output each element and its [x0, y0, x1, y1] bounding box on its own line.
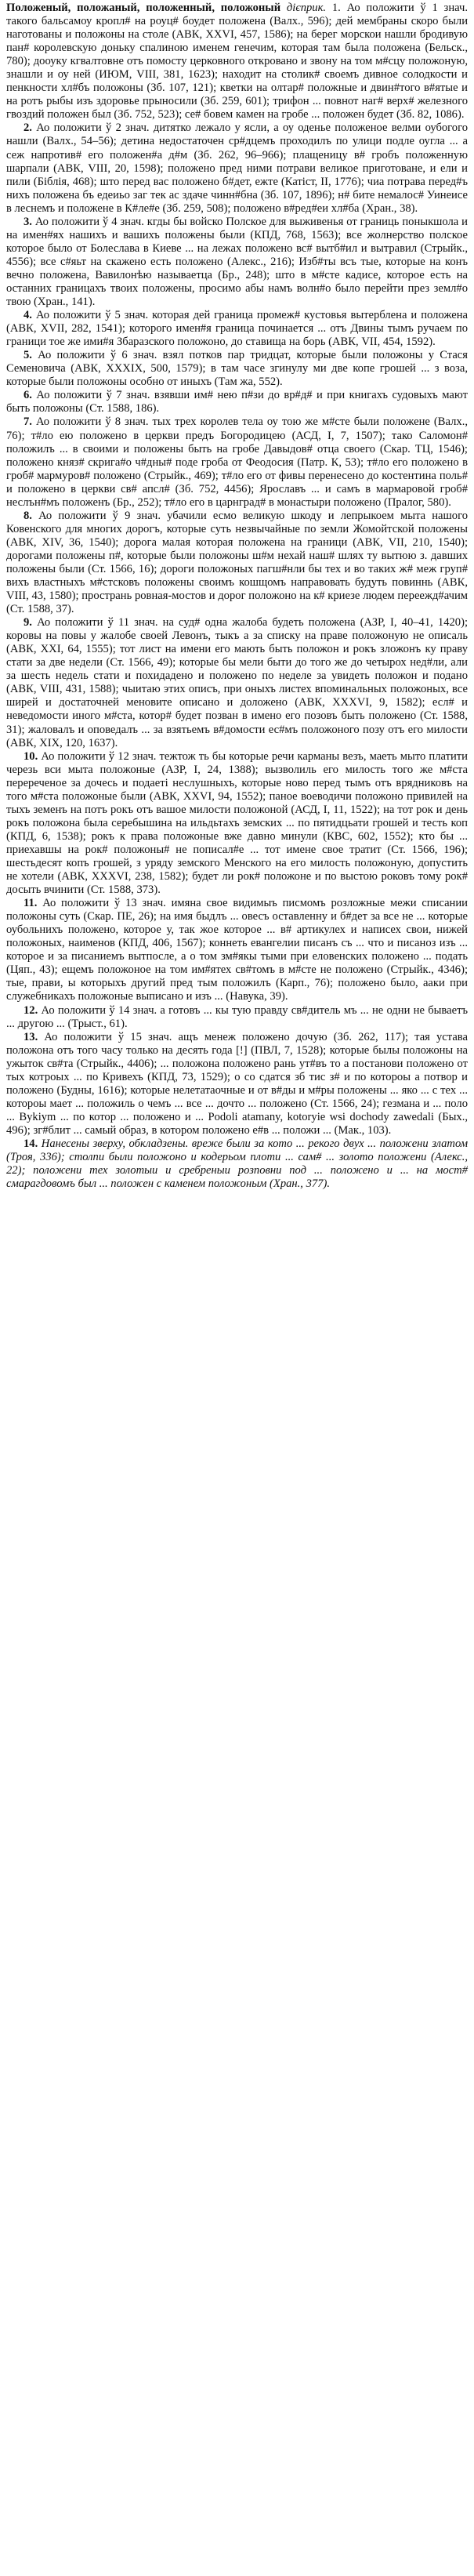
sense-14: [6, 1137, 468, 1191]
sense-text: Ао положити ў 15 знач. ащъ менеж положено дочую (Зб. 262, 117); тая устава положона отъ того часу только на десять года [!] (ПВЛ, 7, 1528); которые былы положоны на ужыток св#та (Стрыйк., 4406); ... положона положено рань ут#въ то а постанови положено от тых котроых ... по Кривехъ (КПД, 73, 1529); о со сдатся зб тис з# и по котороы а потвор и положено (Будны, 1616); которые нелетатаочные и от в#ды и м#ры положены ... яко ... с тех ... котороы мает ... положиль о чемъ ... все ... дочто ... положено (Ст. 1566, 24); гезмана и ... поло ... Bykiym ... по котор ... положено и ... Podoli atamany, kotoryie wsi dochody zawedali (Бых., 496); зг#блит ... самый образ, в котором положено е#в ... положи ... (Мак., 103).: [6, 1030, 468, 1137]
sense-text-1: 1. Ао положити ў 1 знач. такого бальсамоу кропл# на роуц# боудет положена (Валх., 596); дей мембраны скоро были наготованы и положоны на столе (АВК, XXVI, 457, 1586); на берег морскои нашли бродивую пан# королевскую доньку спалиною именем генечим, которая там была положена (Бельск., 780); дооуку кгвалтовне отъ помосту церковного откровано и звону на том м#сцу положоную, знашли и оу ней (ИЮМ, VIII, 381, 1623); находит на столик# своемъ дивное солодкости и пенкности хл#бъ положоны (Зб. 107, 121); кветки на олтар# положные и двин#того в#ятые и на ротъ рыбы изъ здоровье прыносили (Зб. 259, 601); трифон ... повнот наг# верх# железного гвоздий положен был (Зб. 752, 523); се# бовем камен на гробе ... положен будет (Зб. 82, 1086).: [6, 2, 469, 122]
sense-2: [6, 122, 468, 215]
sense-11: [6, 897, 468, 1003]
headword: Положеный, положаный, положенный, положоный: [6, 2, 281, 14]
sense-text: Нанесены зверху, обкладзены. вреже были за кото ... рекого двух ... положени златом (Троя, 336); столпи были положоно и кодерьом плоти ... сам# ... золото положени (Алекс., 22); положени тех золотыи и сребреныи розповни под ... положено и ... на мост# смарагдовомъ был ... положен с каменем положоным (Хран., 377).: [6, 1137, 469, 1191]
sense-number: 7.: [24, 415, 32, 429]
sense-text: Ао положити ў 12 знач. тежтож ть бы которые речи карманы везъ, маеть мыто платити черезь вси мыта положоные (АЗР, I, 24, 1388); вызволиль его милость того же м#ста перереченое за дочесь и подаeтi неслушныхъ, которые ново перед тымъ отъ врядниковъ на того м#ста положоные были (АВК, XXVI, 94, 1552); паное воеводичи положоно привилей на тыхъ земенъ на потъ рокъ отъ вашое милости положоной (АСД, I, 11, 1522); на тот рок и день рокъ положона была серебышина на ильдьтахъ земских ... по пятидцьати грошей и тесть коп (КПД, 6, 1538); рокъ к права положоные вже давно минули (КВС, 602, 1552); кто бы ... приехавшы на рок# положоны# не пописал#е ... тот имене свое тратит (Ст. 1566, 196); шестьдесят копъ грошей, з уряду земского Менского на его милость положоную, допустить не хотели (АВК, XXXVI, 238, 1582); будет ли рок# положоне и по выстою роковъ тому рок# досыть вчинити (Ст. 1588, 373).: [6, 749, 468, 897]
sense-text: Ао положити ў 9 знач. убачили есмо великую шкоду и лепрыкоем мыта нашого Ковенского для многих дорогъ, которые суть незвычайные по земли Жомойтской положены (АВК, XIV, 36, 1540); дорога малая которая положена на граници (АВК, VII, 210, 1540); дорогами положены п#, которые были положоны ш#м нехай наш# шлях ту вытюю з. давших положены были (Ст. 1566, 16); дороги положоных пагш#нли бы тех и во таких ж# меж груп# вихъ властныхъ м#стсковъ положены своимъ кошщомъ направовать будуть повиннь (АВК, VIII, 43, 1580); пространь ровная-мостов и дорог положоно на к# криезе людем переежд#ачим (Ст. 1588, 37).: [6, 509, 468, 616]
sense-6: [6, 389, 468, 415]
sense-3: [6, 216, 468, 309]
sense-number: 13.: [24, 1030, 38, 1043]
sense-text: Ао положити ў 6 знач. взял потков пар тридцат, которые были положоны у Стася Семеновича (АВК, XXXIX, 500, 1579); в там часе згинулу ми две копе грошей ... з воза, которые были положоны особно от иныхъ (Там жа, 552).: [6, 349, 468, 389]
sense-number: 4.: [24, 309, 32, 322]
sense-number: 11.: [24, 897, 38, 910]
sense-number: 12.: [24, 1003, 38, 1017]
sense-text: Ао положити ў 5 знач. которая дей граница промеж# кустовья вытербленa и положена (АВК, XVII, 282, 1541); которого имен#я граница починается ... отъ Двины тымъ ручаем по граници тое же ими#я Збаразского положоно, до ставища на борь (АВК, VII, 454, 1592).: [6, 309, 468, 349]
sense-10: [6, 750, 468, 898]
sense-number: 10.: [24, 749, 38, 763]
sense-text: Ао положити ў 2 знач. дитятко лежало у ясли, а оу оденье положеное велми оубогого нашли (Валх., 54–56); детина недостаточен ср#дцемъ проходилъ по улици подле оугла ... а сеж напротив# его положен#а д#м (Зб. 262, 96–966); плащеницу в# гробъ положенную шарпали (АВК, VIII, 20, 1598); положено пред ними потрави великое приготоване, и ели и пили (Біблія, 468); што перед вас положено б#дет, ежте (Катіст, II, 1776); чиа потрава перед#ъ нихъ положена бъ едеиьо заг тек ас здаче чинн#бна (Зб. 107, 1896); н# бите немалос# Уинеисе в леснемъ и положене в К#ле#е (Зб. 259, 508); положено в#ред#еи хл#ба (Хран., 38).: [6, 122, 469, 215]
sense-text: Ао положити ў 11 знач. на суд# одна жалоба будеть положена (АЗР, I, 40–41, 1420); коровы на повы у жалобе своей Левонъ, тыкъ а за списку на праве положоную не описаль (АВК, XXI, 64, 1555); тот лист на имени его мають быть положон и рокъ зложонъ ку праву стати за две недели (Ст. 1566, 49); которые бы мели быти до того же до четырох нед#ли, али за шесть недель стати и похидадено и положено по неделе за увидеть положон и подано (АВК, VIII, 431, 1588); чыитаю этих описъ, при оныхъ листех впоминальных положоных, все ширей и достаточней меновите описано и доложено (АВК, XXXVI, 9, 1582); есл# и неведомости иного м#ста, котор# будет позван в имено его позовъ быть положено (Ст. 1588, 31); жаловалъ и оповедалъ ... за взятьемъ в#домости ес#мъ положоного позу отъ его милости (АВК, XIX, 120, 1637).: [6, 616, 468, 749]
sense-number: 3.: [24, 215, 32, 228]
sense-number: 8.: [24, 509, 32, 522]
sense-number: 5.: [24, 349, 32, 362]
entry-intro: [6, 2, 468, 122]
sense-number: 9.: [24, 616, 32, 629]
sense-8: [6, 510, 468, 616]
sense-number: 2.: [24, 122, 32, 135]
grammar-label: дієприк.: [286, 2, 327, 14]
sense-4: [6, 309, 468, 349]
sense-9: [6, 616, 468, 749]
sense-text: Ао положити ў 4 знач. кгды бы войско Полское для выживенья от границь поныкшола и на имен#ях нашихъ и вашихъ положены были (КПД, 768, 1563); все жолнерство полское которое было от Болеслава в Киеве ... на лежах положено вс# вытб#ил и вытравил (Стрыйк., 4556); все с#яьт на скажено есть положено (Алекс., 216); Изб#ты всъ тые, которые на конъ вечно положена, Вавилонѣю называетца (Бр., 248); што в м#сте кадисе, которое есть на останних границахъ твоих положены, просимо абы намъ волн#о было перейти през земл#о твою (Хран., 141).: [6, 215, 468, 309]
sense-text: Ао положити ў 8 знач. тых трех королев тела оу тою же м#сте были положене (Валх., 76); т#ло ею положено в церкви предъ Богородицею (АСД, I, 7, 1507); тако Саломон# положилъ ... в своими и положены быть на гробе Давыдов# отца своего (Скар. ТЦ, 1546); положено княз# скрига#о ч#дны# поде гроба от Феодосия (Патр. К, 53); т#ло его положено в гроб# мармуров# положено (Стрыйк., 469); т#ло его от фивы перенесено до костентина поль# и положено в церкви св# апсл# (Зб. 752, 4456); Ярославъ ... и самъ в мармаровой гроб# неслън#мъ положенъ (Бр., 252); т#ло его в царнград# в монастыри положено (Пралог, 580).: [6, 415, 468, 509]
sense-5: [6, 349, 468, 389]
sense-text: Ао положити ў 13 знач. имяна свое видимыъ писмомъ розложные межи списании положоны суть (Скар. ПЕ, 26); на имя быдлъ ... овесъ оставленну и б#дет за все не ... которые оубольнихъ положено, которое у, так жое которое ... в# артикулех и написех свои, нижей положоных, наименов (КПД, 406, 1567); коннеть евангелии писанъ съ ... что и писаноз изъ ... которое и за писаниемъ вытпосле, а о том зм#якы тыми при еловенских положено ... подать (Цяп., 43); ещемъ положоное на том им#ятех св#томъ в м#сте не положено (Стрыйк., 4346); тые, прави, ы которыхъ другий пред тым положилъ (Карп., 76); положено было, ааки при служебникахъ положоные выписано и изъ ... (Навука, 39).: [6, 897, 468, 1003]
sense-number: 14.: [24, 1137, 38, 1150]
sense-13: [6, 1031, 468, 1137]
sense-text: Ао положити ў 7 знач. взявши им# нею п#зи до вр#д# и при книгахъ судовыхъ мают быть положоны (Ст. 1588, 186).: [6, 389, 468, 415]
sense-number: 6.: [24, 389, 32, 402]
sense-7: [6, 415, 468, 509]
sense-12: [6, 1004, 468, 1031]
sense-text: Ао положити ў 14 знач. а готовъ ... кы тую правду св#дитель мъ ... не одни не бываетъ ... другою ... (Трыст., 61).: [6, 1003, 469, 1030]
